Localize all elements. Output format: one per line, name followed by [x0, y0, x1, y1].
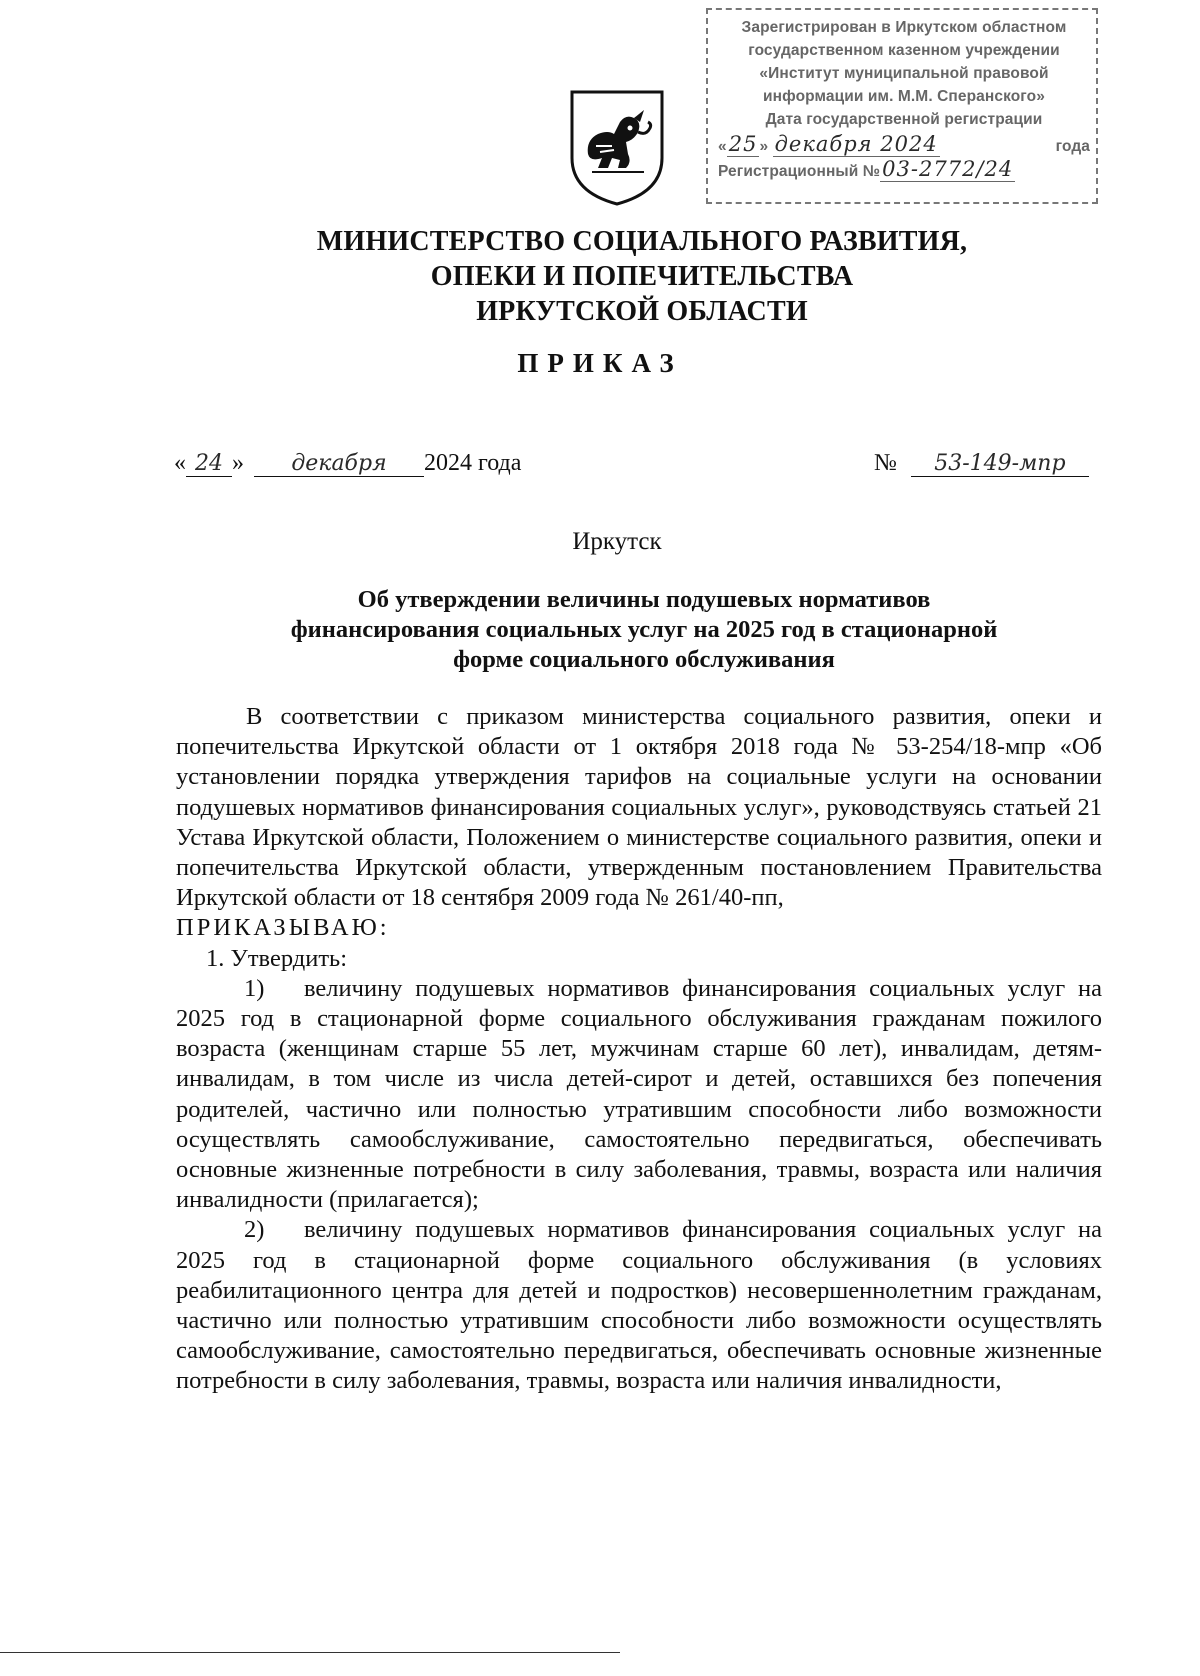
order-subject: [0, 585, 1200, 675]
subject-line: форме социального обслуживания: [453, 646, 835, 673]
order-number: [874, 450, 1089, 477]
sub-item-1: 1) величину подушевых нормативов финансирования социальных услуг на 2025 год в стационарной форме социального обслуживания гражданам пожилого возраста (женщинам старше 55 лет, мужчинам старше 60 лет), инвалидам, детям-инвалидам, в том числе из числа детей-сирот и детей, оставшихся без попечения родителей, частично или полностью утратившим способности либо возможности осуществлять самообслуживание, самостоятельно передвигаться, обеспечивать основные жизненные потребности в силу заболевания, травмы, возраста или наличия инвалидности (прилагается);: [176, 974, 1102, 1214]
coat-of-arms-icon: [568, 88, 666, 208]
stamp-date-month-year: декабря 2024: [774, 132, 938, 156]
ministry-line: МИНИСТЕРСТВО СОЦИАЛЬНОГО РАЗВИТИЯ,: [316, 226, 968, 257]
sub-item-2: 2) величину подушевых нормативов финансирования социальных услуг на 2025 год в стационарной форме социального обслуживания (в условиях реабилитационного центра для детей и подростков) несовершеннолетним гражданам, частично или полностью утратившим способности либо возможности осуществлять самообслуживание, самостоятельно передвигаться, обеспечивать основные жизненные потребности в силу заболевания, травмы, возраста или наличия инвалидности,: [176, 1216, 1102, 1395]
stamp-line: государственном казенном учреждении: [748, 42, 1060, 59]
stamp-line: информации им. М.М. Сперанского»: [763, 88, 1045, 105]
stamp-reg-label: Регистрационный №: [718, 163, 881, 180]
order-date-day: 24: [186, 452, 232, 477]
stamp-reg-number: 03-2772/24: [882, 157, 1014, 181]
subject-line: Об утверждении величины подушевых нормативов: [357, 586, 931, 613]
stamp-line: Зарегистрирован в Иркутском областном: [741, 19, 1067, 36]
subject-line: финансирования социальных услуг на 2025 год в стационарной: [290, 616, 998, 643]
order-number-label: №: [874, 450, 897, 476]
order-number-value: 53-149-мпр: [911, 452, 1089, 477]
order-body: [176, 702, 1102, 1397]
page-divider: [0, 1652, 620, 1653]
ministry-line: ИРКУТСКОЙ ОБЛАСТИ: [476, 296, 808, 327]
stamp-line: Дата государственной регистрации: [765, 111, 1043, 128]
order-date-month: декабря: [254, 452, 424, 477]
order-date-year: 2024 года: [424, 450, 522, 476]
stamp-date-suffix: года: [1055, 138, 1090, 155]
ministry-line: ОПЕКИ И ПОПЕЧИТЕЛЬСТВА: [430, 261, 854, 292]
date-number-row: [174, 450, 1104, 490]
stamp-line: «Институт муниципальной правовой: [759, 65, 1049, 82]
registration-stamp: [706, 8, 1098, 204]
item-1: 1. Утвердить:: [206, 944, 348, 972]
preamble-paragraph: В соответствии с приказом министерства социального развития, опеки и попечительства Иркутской области от 1 октября 2018 года № 53-254/18-мпр «Об установлении порядка утверждения тарифов на социальные услуги на основании подушевых нормативов финансирования социальных услуг», руководствуясь статьей 21 Устава Иркутской области, Положением о министерстве социального развития, опеки и попечительства Иркутской области, утвержденным постановлением Правительства Иркутской области от 18 сентября 2009 года № 261/40-пп,: [176, 703, 1102, 912]
stamp-date-day: 25: [728, 132, 758, 156]
order-word: ПРИКАЗЫВАЮ:: [176, 914, 390, 942]
document-title: ПРИКАЗ: [517, 348, 683, 378]
city: Иркутск: [572, 528, 662, 555]
stamp-registration-date: «25 » декабря 2024 года: [718, 132, 1090, 156]
stamp-registration-number: [718, 158, 1090, 183]
order-date: « 24 » декабря 2024 года: [174, 450, 522, 476]
ministry-name: [0, 224, 1200, 329]
